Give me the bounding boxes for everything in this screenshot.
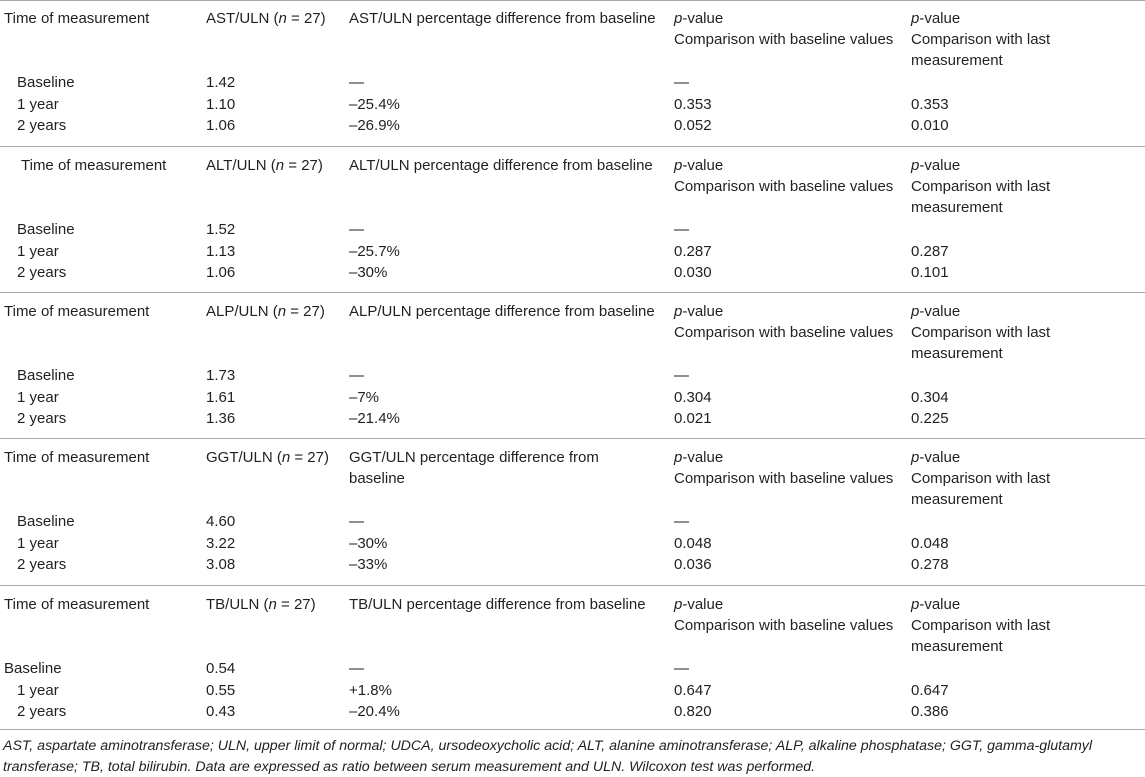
cell-time: 1 year [17, 388, 59, 406]
table-row [0, 554, 1145, 576]
table-row [0, 262, 1145, 284]
cell-difference: –33% [349, 556, 388, 573]
cell-p-last: 0.304 [911, 388, 949, 406]
cell-value: 3.22 [206, 534, 236, 552]
cell-value: 0.43 [206, 703, 236, 720]
header-p-value-baseline: p-value Comparison with baseline values [674, 303, 894, 341]
table-row [0, 701, 1145, 723]
cell-value: 1.06 [206, 117, 236, 134]
cell-p-baseline: 0.287 [674, 242, 712, 260]
header-percentage-difference: GGT/ULN percentage difference from baseline [349, 449, 599, 487]
header-percentage-difference: TB/ULN percentage difference from baseline [349, 596, 646, 613]
table-row [0, 241, 1145, 263]
table-footnote: AST, aspartate aminotransferase; ULN, upper limit of normal; UDCA, ursodeoxycholic acid; ALT, alanine aminotransferase; ALP, alkaline phosphatase; GGT, gamma-glutamyl transferase; TB, total bilirubin. Data are expressed as ratio between serum measurement and ULN. Wilcoxon test was performed. [3, 738, 1093, 775]
table-header-row [0, 8, 1145, 72]
header-time-of-measurement: Time of measurement [4, 449, 150, 466]
header-p-value-last: p-value Comparison with last measurement [911, 10, 1051, 69]
header-time-of-measurement: Time of measurement [21, 157, 167, 174]
cell-difference: — [349, 367, 364, 384]
cell-value: 1.36 [206, 410, 236, 427]
table-section-ggt [0, 447, 1145, 576]
header-percentage-difference: AST/ULN percentage difference from baseline [349, 10, 656, 27]
cell-p-baseline: 0.030 [674, 264, 712, 281]
cell-p-baseline: — [674, 660, 689, 677]
table-section-alp [0, 301, 1145, 430]
cell-difference: — [349, 513, 364, 530]
cell-value: 3.08 [206, 556, 236, 573]
table-bottom-rule [0, 729, 1145, 730]
cell-time: 2 years [17, 264, 67, 281]
table-row [0, 387, 1145, 409]
cell-time: 1 year [17, 95, 59, 113]
cell-value: 1.06 [206, 264, 236, 281]
table-top-rule [0, 0, 1145, 1]
header-p-value-last: p-value Comparison with last measurement [911, 596, 1051, 655]
table-row [0, 94, 1145, 116]
header-percentage-difference: ALP/ULN percentage difference from baseline [349, 303, 655, 320]
cell-p-last: 0.647 [911, 681, 949, 699]
cell-value: 1.61 [206, 388, 236, 406]
section-divider [0, 146, 1145, 147]
cell-difference: –30% [349, 534, 388, 552]
table-section-ast [0, 8, 1145, 137]
table-row [0, 511, 1145, 533]
cell-value: 1.42 [206, 74, 236, 91]
cell-p-baseline: 0.048 [674, 534, 712, 552]
header-percentage-difference: ALT/ULN percentage difference from baseline [349, 157, 653, 174]
cell-value: 1.73 [206, 367, 236, 384]
table-row [0, 72, 1145, 94]
cell-p-baseline: 0.647 [674, 681, 712, 699]
cell-p-last: 0.278 [911, 556, 949, 573]
header-time-of-measurement: Time of measurement [4, 596, 150, 613]
cell-time: 1 year [17, 242, 59, 260]
cell-p-last: 0.225 [911, 410, 949, 427]
cell-difference: –25.4% [349, 95, 400, 113]
cell-difference: — [349, 74, 364, 91]
header-p-value-last: p-value Comparison with last measurement [911, 449, 1051, 508]
cell-p-last: 0.287 [911, 242, 949, 260]
header-metric: GGT/ULN (n = 27) [206, 449, 329, 466]
cell-difference: –7% [349, 388, 380, 406]
cell-difference: — [349, 221, 364, 238]
cell-time: Baseline [4, 660, 62, 677]
cell-p-baseline: 0.036 [674, 556, 712, 573]
header-metric: AST/ULN (n = 27) [206, 10, 326, 27]
cell-time: Baseline [17, 74, 75, 91]
cell-time: 1 year [17, 681, 59, 699]
table-row [0, 365, 1145, 387]
cell-time: Baseline [17, 221, 75, 238]
section-divider [0, 585, 1145, 586]
table-section-tb [0, 594, 1145, 723]
cell-p-baseline: 0.820 [674, 703, 712, 720]
table-row [0, 408, 1145, 430]
cell-value: 1.52 [206, 221, 236, 238]
cell-value: 1.13 [206, 242, 236, 260]
cell-p-baseline: — [674, 221, 689, 238]
cell-p-last: 0.101 [911, 264, 949, 281]
cell-p-baseline: 0.304 [674, 388, 712, 406]
table-row [0, 219, 1145, 241]
cell-time: Baseline [17, 367, 75, 384]
cell-p-baseline: 0.052 [674, 117, 712, 134]
cell-difference: –20.4% [349, 703, 400, 720]
cell-difference: –26.9% [349, 117, 400, 134]
cell-time: 2 years [17, 410, 67, 427]
header-p-value-baseline: p-value Comparison with baseline values [674, 596, 894, 634]
cell-p-baseline: — [674, 367, 689, 384]
cell-p-last: 0.010 [911, 117, 949, 134]
cell-time: 2 years [17, 703, 67, 720]
header-metric: ALP/ULN (n = 27) [206, 303, 325, 320]
header-p-value-baseline: p-value Comparison with baseline values [674, 449, 894, 487]
cell-p-baseline: — [674, 513, 689, 530]
header-p-value-baseline: p-value Comparison with baseline values [674, 157, 894, 195]
table-row [0, 680, 1145, 702]
header-metric: TB/ULN (n = 27) [206, 596, 316, 613]
cell-p-last: 0.048 [911, 534, 949, 552]
cell-value: 4.60 [206, 513, 236, 530]
table-row [0, 658, 1145, 680]
cell-p-last: 0.353 [911, 95, 949, 113]
table-header-row [0, 594, 1145, 658]
header-p-value-last: p-value Comparison with last measurement [911, 303, 1051, 362]
cell-difference: +1.8% [349, 681, 392, 699]
header-time-of-measurement: Time of measurement [4, 303, 150, 320]
table-header-row [0, 447, 1145, 511]
table-row [0, 115, 1145, 137]
table-header-row [0, 301, 1145, 365]
header-metric: ALT/ULN (n = 27) [206, 157, 323, 174]
cell-p-baseline: 0.353 [674, 95, 712, 113]
table-header-row [0, 155, 1145, 219]
cell-difference: –25.7% [349, 242, 400, 260]
cell-difference: –30% [349, 264, 388, 281]
cell-time: 1 year [17, 534, 59, 552]
cell-value: 1.10 [206, 95, 236, 113]
cell-difference: — [349, 660, 364, 677]
header-p-value-baseline: p-value Comparison with baseline values [674, 10, 894, 48]
cell-p-baseline: — [674, 74, 689, 91]
table-row [0, 533, 1145, 555]
cell-difference: –21.4% [349, 410, 400, 427]
header-time-of-measurement: Time of measurement [4, 10, 150, 27]
table-section-alt [0, 155, 1145, 284]
cell-p-last: 0.386 [911, 703, 949, 720]
section-divider [0, 438, 1145, 439]
cell-value: 0.55 [206, 681, 236, 699]
cell-p-baseline: 0.021 [674, 410, 712, 427]
cell-time: 2 years [17, 117, 67, 134]
cell-time: 2 years [17, 556, 67, 573]
section-divider [0, 292, 1145, 293]
cell-time: Baseline [17, 513, 75, 530]
cell-value: 0.54 [206, 660, 236, 677]
header-p-value-last: p-value Comparison with last measurement [911, 157, 1051, 216]
